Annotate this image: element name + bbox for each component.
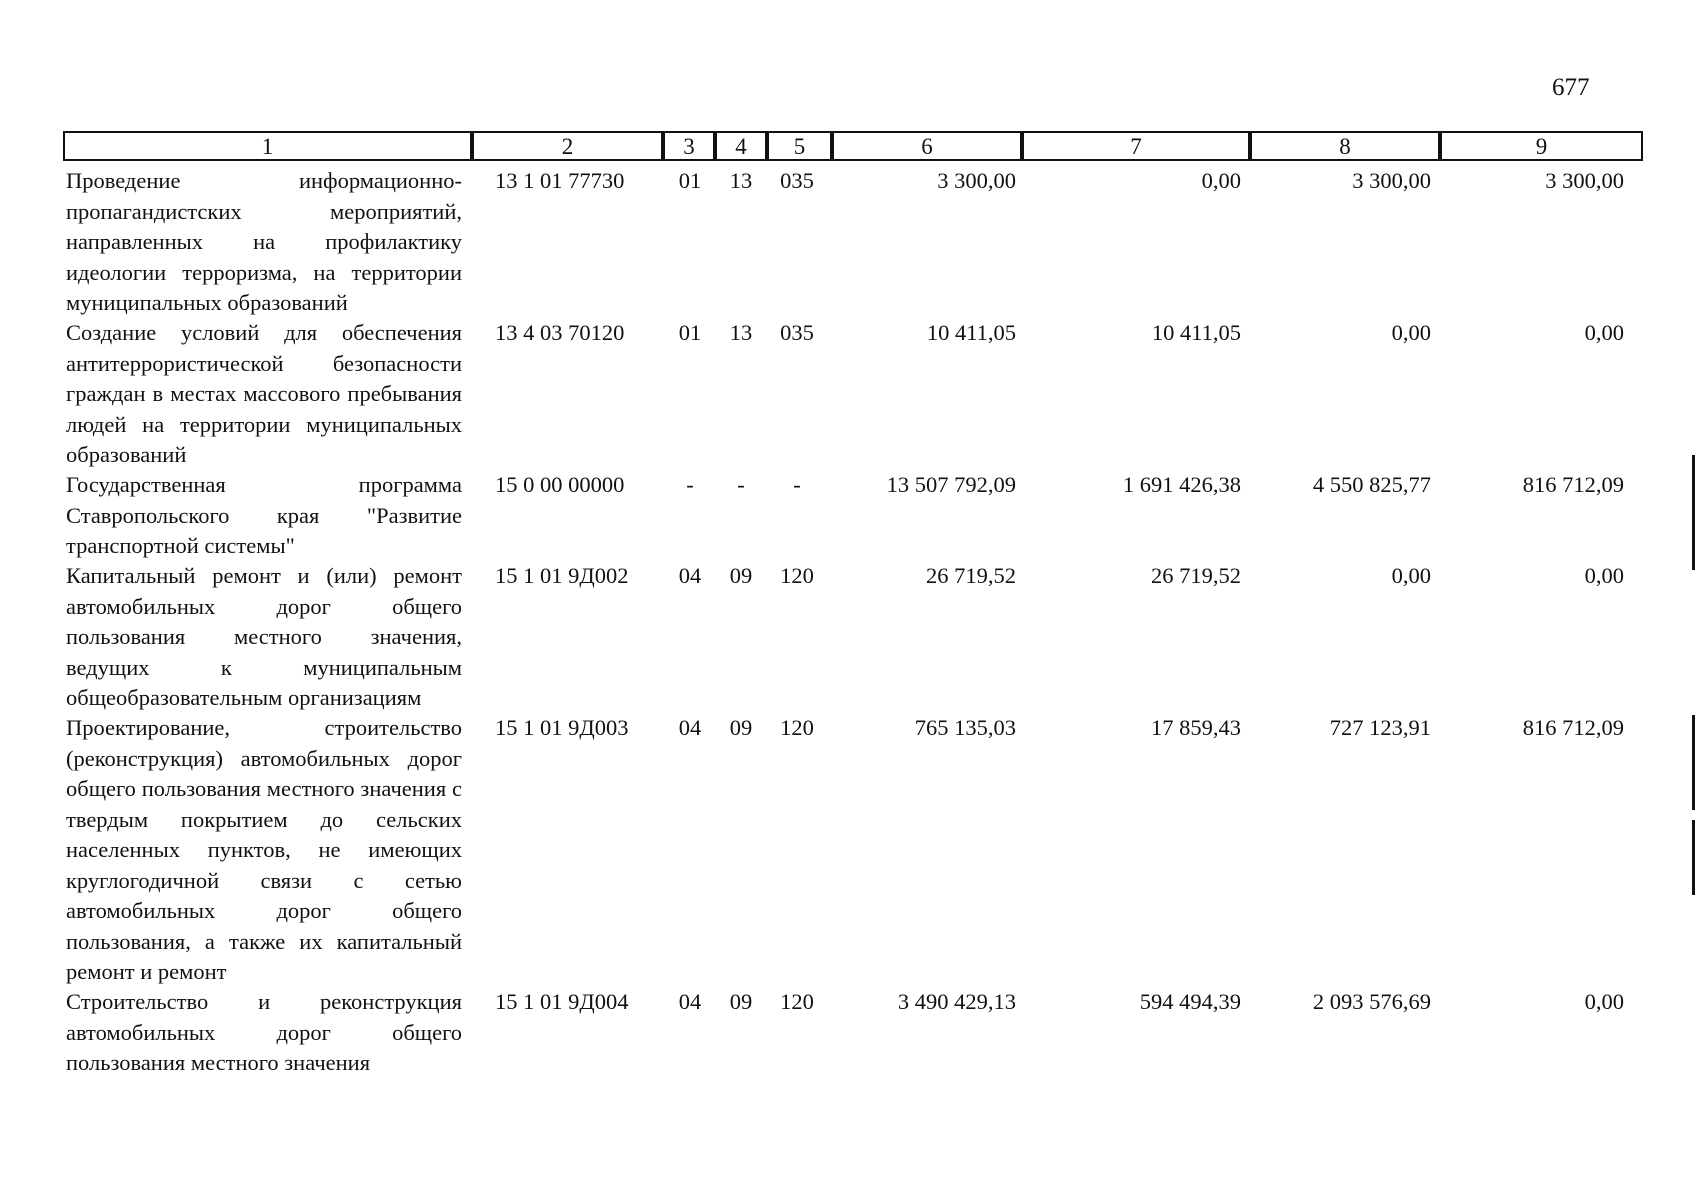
row-code: 15 1 01 9Д002 — [495, 563, 629, 588]
row-col-6: 13 507 792,09 — [886, 472, 1016, 497]
row-col-9: 816 712,09 — [1522, 472, 1624, 497]
row-col-6: 3 490 429,13 — [897, 989, 1016, 1014]
table-header — [63, 131, 1643, 163]
row-col-8: 0,00 — [1391, 563, 1431, 588]
row-col-5: 120 — [780, 989, 814, 1014]
row-col-3: - — [686, 472, 694, 497]
row-code: 13 4 03 70120 — [495, 320, 625, 345]
row-col-4: 09 — [729, 715, 753, 740]
row-col-9: 0,00 — [1584, 320, 1624, 345]
row-col-7: 0,00 — [1201, 168, 1241, 193]
row-col-8: 4 550 825,77 — [1312, 472, 1431, 497]
row-col-5: 035 — [780, 320, 814, 345]
row-col-7: 10 411,05 — [1151, 320, 1241, 345]
row-col-3: 04 — [678, 563, 702, 588]
row-code: 15 1 01 9Д003 — [495, 715, 629, 740]
row-col-6: 765 135,03 — [914, 715, 1016, 740]
page-number: 677 — [1552, 74, 1590, 101]
row-col-3: 04 — [678, 715, 702, 740]
header-col-5: 5 — [767, 131, 832, 161]
scan-edge-mark — [1692, 715, 1695, 810]
row-col-8: 0,00 — [1391, 320, 1431, 345]
row-code: 15 1 01 9Д004 — [495, 989, 629, 1014]
row-col-7: 594 494,39 — [1139, 989, 1241, 1014]
row-description: Государственная программа Ставропольского края "Развитие транспортной системы" — [66, 472, 462, 558]
row-col-4: 09 — [729, 563, 753, 588]
header-col-4: 4 — [715, 131, 767, 161]
row-description: Проектирование, строительство (реконструкция) автомобильных дорог общего пользования местного значения с твердым покрытием до сельских населенных пунктов, не имеющих круглогодичной связи с сетью автомобильных дорог общего пользования, а также их капитальный ремонт и ремонт — [66, 715, 462, 984]
row-col-8: 2 093 576,69 — [1312, 989, 1431, 1014]
row-code: 15 0 00 00000 — [495, 472, 625, 497]
header-col-3: 3 — [663, 131, 715, 161]
row-col-7: 1 691 426,38 — [1122, 472, 1241, 497]
row-col-6: 10 411,05 — [926, 320, 1016, 345]
row-col-4: - — [737, 472, 745, 497]
row-description: Проведение информационно-пропагандистских мероприятий, направленных на профилактику идеологии терроризма, на территории муниципальных образований — [66, 168, 462, 315]
row-code: 13 1 01 77730 — [495, 168, 625, 193]
header-col-7: 7 — [1022, 131, 1250, 161]
row-col-9: 0,00 — [1584, 989, 1624, 1014]
header-col-2: 2 — [472, 131, 663, 161]
header-col-8: 8 — [1250, 131, 1440, 161]
row-col-9: 0,00 — [1584, 563, 1624, 588]
header-col-9: 9 — [1440, 131, 1643, 161]
row-col-5: 120 — [780, 715, 814, 740]
row-col-5: - — [793, 472, 801, 497]
header-col-1: 1 — [63, 131, 472, 161]
row-col-7: 17 859,43 — [1151, 715, 1241, 740]
row-col-6: 26 719,52 — [926, 563, 1016, 588]
scan-edge-mark — [1692, 455, 1695, 570]
row-col-4: 09 — [729, 989, 753, 1014]
row-col-6: 3 300,00 — [937, 168, 1016, 193]
row-col-7: 26 719,52 — [1151, 563, 1241, 588]
row-col-9: 816 712,09 — [1522, 715, 1624, 740]
row-col-4: 13 — [729, 320, 753, 345]
row-col-5: 120 — [780, 563, 814, 588]
row-col-5: 035 — [780, 168, 814, 193]
row-col-9: 3 300,00 — [1545, 168, 1624, 193]
row-col-4: 13 — [729, 168, 753, 193]
header-col-6: 6 — [832, 131, 1022, 161]
row-description: Строительство и реконструкция автомобильных дорог общего пользования местного значения — [66, 989, 462, 1075]
row-description: Капитальный ремонт и (или) ремонт автомобильных дорог общего пользования местного значения, ведущих к муниципальным общеобразовательным организациям — [66, 563, 462, 710]
row-col-3: 01 — [678, 168, 702, 193]
row-col-8: 727 123,91 — [1329, 715, 1431, 740]
scan-edge-mark — [1692, 820, 1695, 895]
row-col-3: 01 — [678, 320, 702, 345]
row-description: Создание условий для обеспечения антитеррористической безопасности граждан в местах массового пребывания людей на территории муниципальных образований — [66, 320, 462, 467]
row-col-3: 04 — [678, 989, 702, 1014]
row-col-8: 3 300,00 — [1352, 168, 1431, 193]
